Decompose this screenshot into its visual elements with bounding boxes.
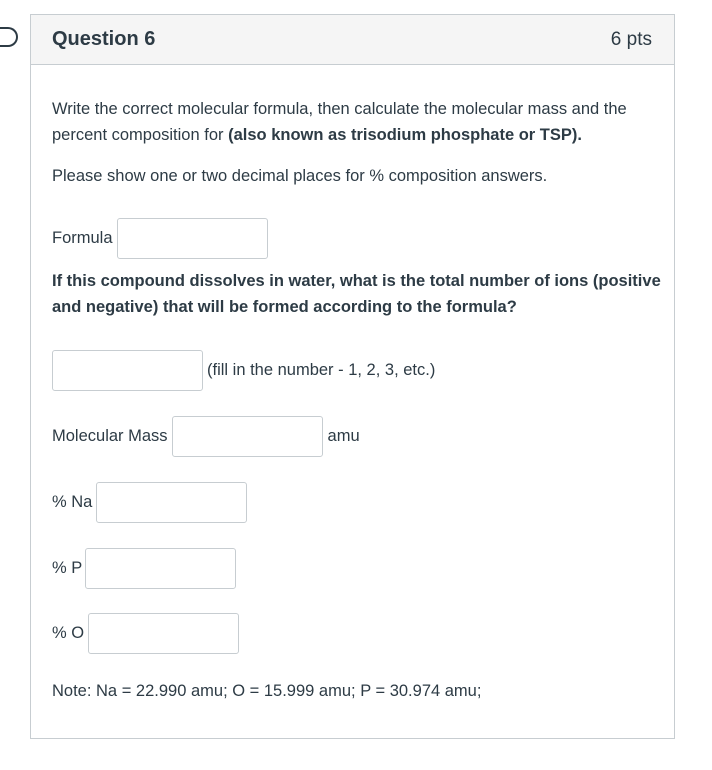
ions-question: If this compound dissolves in water, what is the total number of ions (positive and negative) that will be formed according to the formula?: [52, 272, 661, 317]
percent-na-input[interactable]: [96, 482, 247, 523]
molecular-mass-row: [52, 416, 360, 457]
ions-row: [52, 350, 435, 391]
percent-p-input[interactable]: [85, 548, 236, 589]
molecular-mass-input[interactable]: [172, 416, 323, 457]
question-card: [30, 14, 675, 739]
formula-row: [52, 218, 268, 259]
percent-na-label: % Na: [52, 493, 93, 512]
percent-o-label: % O: [52, 624, 85, 643]
question-points: 6 pts: [610, 28, 652, 50]
question-prompt: [52, 96, 662, 149]
formula-input[interactable]: [117, 218, 268, 259]
ions-hint: (fill in the number - 1, 2, 3, etc.): [207, 361, 436, 380]
percent-o-input[interactable]: [88, 613, 239, 654]
atomic-mass-note: Note: Na = 22.990 amu; O = 15.999 amu; P = 30.974 amu;: [52, 682, 482, 700]
formula-label: Formula: [52, 229, 113, 248]
ions-input[interactable]: [52, 350, 203, 391]
percent-na-row: [52, 482, 247, 523]
molecular-mass-label: Molecular Mass: [52, 427, 168, 446]
percent-p-row: [52, 548, 236, 589]
question-title: Question 6: [52, 28, 156, 50]
prompt-lead: Write the correct molecular formula, then calculate the molecular mass and the percent composition for: [52, 100, 627, 145]
decimals-note: Please show one or two decimal places for % composition answers.: [52, 167, 548, 185]
question-header: [31, 15, 674, 65]
prompt-bold: (also known as trisodium phosphate or TSP).: [228, 126, 582, 145]
molecular-mass-unit: amu: [327, 427, 360, 446]
percent-o-row: [52, 613, 239, 654]
flag-question-icon[interactable]: [0, 27, 18, 47]
percent-p-label: % P: [52, 559, 83, 578]
